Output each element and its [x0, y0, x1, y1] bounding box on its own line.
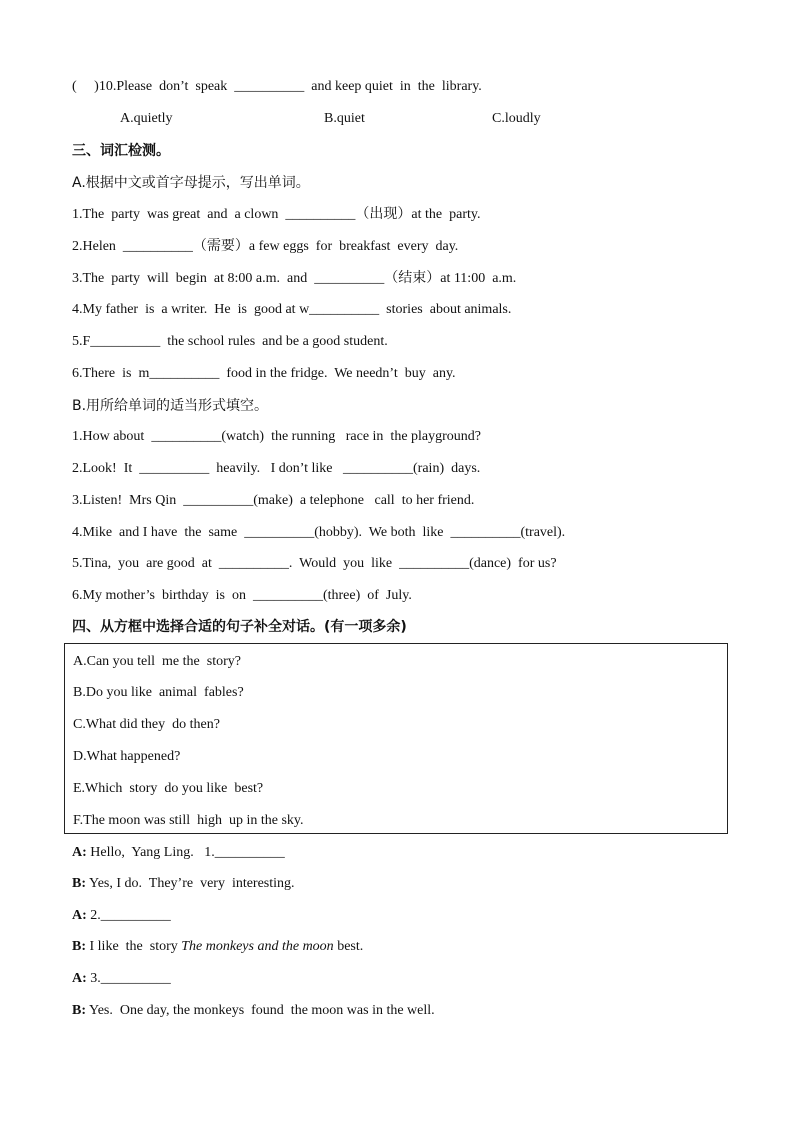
section-3a-item: 3.The party will begin at 8:00 a.m. and __________（结束）at 11:00 a.m.	[72, 271, 517, 286]
section-3b-item: 2.Look! It __________ heavily. I don’t like __________(rain) days.	[72, 461, 481, 476]
section-3-title: 三、词汇检测。	[72, 143, 170, 159]
dialogue-text: 2.__________	[86, 908, 171, 923]
speaker-label: A:	[72, 908, 87, 923]
dialogue-text: Yes, I do. They’re very interesting.	[86, 876, 295, 891]
speaker-label: B:	[72, 1003, 86, 1018]
section-3b-item: 5.Tina, you are good at __________. Would you like __________(dance) for us?	[72, 556, 557, 571]
section-3a-item: 6.There is m__________ food in the fridge. We needn’t buy any.	[72, 366, 456, 381]
box-option: B.Do you like animal fables?	[73, 685, 244, 700]
section-4-title: 四、从方框中选择合适的句子补全对话。(有一项多余)	[72, 619, 407, 635]
speaker-label: B:	[72, 876, 86, 891]
speaker-label: B:	[72, 939, 86, 954]
dialogue-text: Hello, Yang Ling. 1.__________	[86, 845, 285, 860]
section-3a-item: 2.Helen __________（需要）a few eggs for breakfast every day.	[72, 239, 459, 254]
dialogue-line	[72, 875, 295, 893]
dialogue-line	[72, 1002, 435, 1020]
options-box	[64, 643, 728, 834]
q10-option-c: C.loudly	[492, 111, 541, 126]
q10-option-b: B.quiet	[324, 111, 365, 126]
section-3a-item: 5.F__________ the school rules and be a good student.	[72, 334, 388, 349]
section-3b-item: 6.My mother’s birthday is on __________(three) of July.	[72, 588, 412, 603]
section-3b-item: 3.Listen! Mrs Qin __________(make) a telephone call to her friend.	[72, 493, 475, 508]
q10-option-a: A.quietly	[120, 111, 173, 126]
question-10: ( )10.Please don’t speak __________ and keep quiet in the library.	[72, 79, 482, 94]
section-3b-title: B.用所给单词的适当形式填空。	[72, 398, 269, 414]
section-3b-item: 1.How about __________(watch) the running race in the playground?	[72, 429, 482, 444]
speaker-label: A:	[72, 845, 87, 860]
box-option: F.The moon was still high up in the sky.	[73, 813, 304, 828]
box-option: A.Can you tell me the story?	[73, 654, 241, 669]
dialogue-line	[72, 970, 171, 988]
dialogue-line	[72, 844, 285, 862]
box-option: C.What did they do then?	[73, 717, 220, 732]
section-3a-item: 4.My father is a writer. He is good at w__________ stories about animals.	[72, 302, 512, 317]
dialogue-line	[72, 938, 363, 956]
dialogue-text: best.	[333, 939, 364, 954]
story-title: The monkeys and the moon	[181, 939, 334, 954]
section-3a-title: A.根据中文或首字母提示，写出单词。	[72, 175, 310, 191]
box-option: D.What happened?	[73, 749, 181, 764]
section-3a-item: 1.The party was great and a clown __________（出现）at the party.	[72, 207, 481, 222]
dialogue-text: I like the story	[86, 939, 182, 954]
section-3b-item: 4.Mike and I have the same __________(hobby). We both like __________(travel).	[72, 525, 566, 540]
box-option: E.Which story do you like best?	[73, 781, 264, 796]
dialogue-text: 3.__________	[86, 971, 171, 986]
dialogue-text: Yes. One day, the monkeys found the moon was in the well.	[86, 1003, 435, 1018]
dialogue-line	[72, 907, 171, 925]
speaker-label: A:	[72, 971, 87, 986]
